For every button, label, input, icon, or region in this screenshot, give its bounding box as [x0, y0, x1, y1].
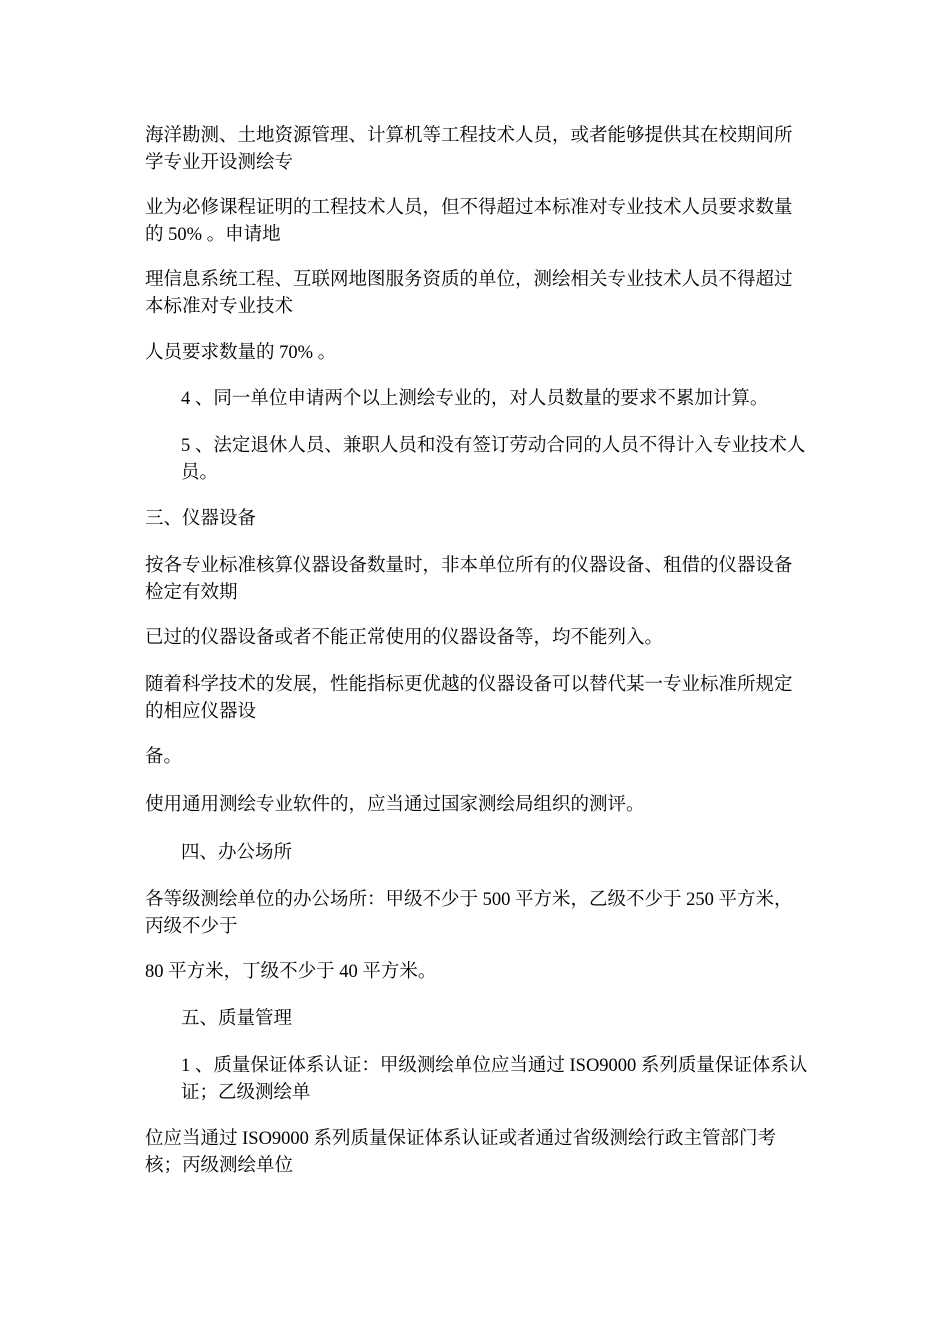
paragraph-item-5: 5 、法定退休人员、兼职人员和没有签订劳动合同的人员不得计入专业技术人员。: [181, 436, 806, 483]
paragraph-software: 使用通用测绘专业软件的，应当通过国家测绘局组织的测评。: [145, 795, 645, 815]
paragraph-personnel-cont-4: 人员要求数量的 70% 。: [145, 343, 337, 363]
paragraph-instruments-1: 按各专业标准核算仪器设备数量时，非本单位所有的仪器设备、租借的仪器设备检定有效期: [145, 556, 793, 603]
paragraph-office-1: 各等级测绘单位的办公场所：甲级不少于 500 平方米，乙级不少于 250 平方米，丙级不少于: [145, 890, 793, 937]
paragraph-item-4: 4 、同一单位申请两个以上测绘专业的，对人员数量的要求不累加计算。: [181, 389, 769, 409]
paragraph-quality-cont: 位应当通过 ISO9000 系列质量保证体系认证或者通过省级测绘行政主管部门考核；丙级测绘单位: [145, 1129, 777, 1176]
paragraph-instruments-4: 备。: [145, 747, 183, 767]
paragraph-instruments-3: 随着科学技术的发展，性能指标更优越的仪器设备可以替代某一专业标准所规定的相应仪器设: [145, 675, 793, 722]
paragraph-office-2: 80 平方米，丁级不少于 40 平方米。: [145, 962, 437, 982]
section-heading-office: 四、办公场所: [181, 843, 293, 863]
section-heading-instruments: 三、仪器设备: [145, 509, 257, 529]
section-heading-quality: 五、质量管理: [181, 1009, 293, 1029]
paragraph-personnel-cont-3: 理信息系统工程、互联网地图服务资质的单位，测绘相关专业技术人员不得超过本标准对专业技术: [145, 270, 793, 317]
paragraph-personnel-cont-1: 海洋勘测、土地资源管理、计算机等工程技术人员，或者能够提供其在校期间所学专业开设测绘专: [145, 126, 793, 173]
paragraph-personnel-cont-2: 业为必修课程证明的工程技术人员，但不得超过本标准对专业技术人员要求数量的 50% 。申请地: [145, 198, 793, 245]
paragraph-instruments-2: 已过的仪器设备或者不能正常使用的仪器设备等，均不能列入。: [145, 628, 664, 648]
paragraph-quality-item-1: 1 、质量保证体系认证：甲级测绘单位应当通过 ISO9000 系列质量保证体系认证；乙级测绘单: [181, 1056, 808, 1103]
